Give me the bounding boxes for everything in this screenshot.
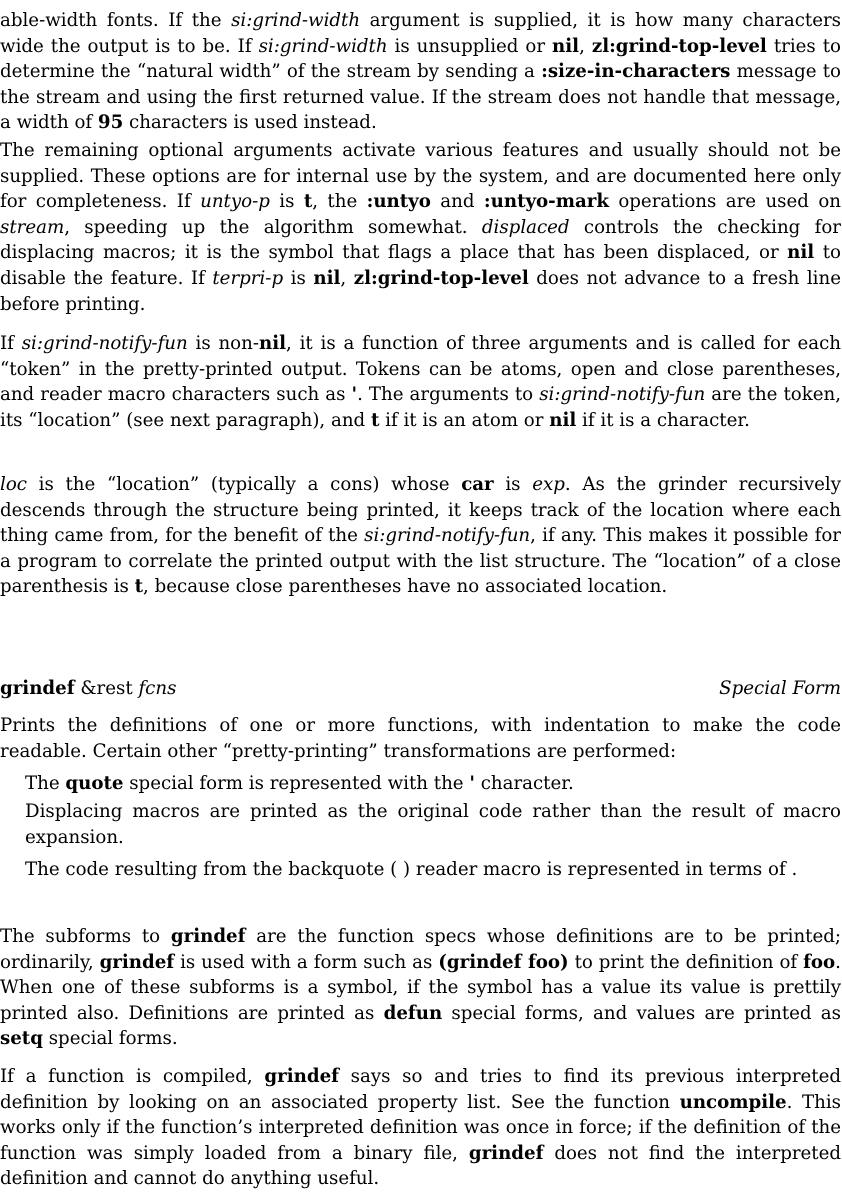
text-run: . As the grinder recursively descends through the structure being printed, it keeps track of the location where each thing came from, for the benefit of the: [0, 474, 841, 547]
definition-name: grindef: [0, 678, 75, 699]
bold-term: t: [303, 191, 313, 213]
bold-term: zl:grind-top-level: [591, 35, 767, 57]
definition-header: [0, 676, 841, 701]
text-run: special form is represented with the: [123, 773, 470, 794]
text-run: The remaining optional arguments activate various features and usually should not be supplied. These options are for internal use by the system, and are documented here only for completeness. If: [0, 140, 841, 213]
bold-term: nil: [552, 35, 580, 57]
text-run: , speeding up the algorithm somewhat.: [64, 216, 482, 238]
text-run: to disable the feature. If: [0, 242, 841, 289]
transformation-item-displacing-macros: [25, 799, 841, 850]
text-run: is: [283, 267, 314, 289]
paragraph-grind-width: [0, 8, 841, 136]
text-run: If: [0, 333, 22, 354]
bold-term: t: [134, 576, 144, 598]
bold-term: nil: [313, 267, 341, 289]
paragraph-notify-fun: [0, 331, 841, 433]
text-run: , the: [312, 191, 367, 213]
bold-term: nil: [259, 333, 287, 354]
italic-term: si:grind-notify-fun: [539, 384, 706, 406]
paragraph-grindef-intro: [0, 713, 841, 764]
text-run: are the function specs whose definitions are to be printed; ordinarily,: [0, 926, 842, 973]
text-run: says so and tries to find its previous interpreted definition by looking on an associated property list. See the function: [0, 1066, 841, 1113]
text-run: and: [430, 191, 484, 213]
text-run: are the token, its “location” (see next paragraph), and: [0, 384, 841, 431]
text-run: , because close parentheses have no associated location.: [143, 576, 668, 598]
text-run: if it is a character.: [576, 409, 750, 431]
bold-term: grindef: [264, 1066, 339, 1087]
italic-term: si:grind-notify-fun: [21, 333, 188, 354]
italic-term: si:grind-notify-fun: [364, 525, 531, 547]
bold-term: :untyo: [366, 191, 431, 213]
text-run: is: [269, 191, 304, 213]
text-run: special forms, and values are printed as: [442, 1002, 841, 1024]
text-run: characters is used instead.: [123, 112, 377, 134]
text-run: is the “location” (typically a cons) whose: [26, 474, 462, 495]
text-run: special forms.: [42, 1028, 178, 1050]
text-run: If a function is compiled,: [0, 1066, 265, 1087]
text-run: is unsupplied or: [387, 35, 553, 57]
paragraph-optional-arguments: [0, 138, 841, 317]
text-run: message to the stream and using the first returned value. If the stream does not handle that message, a width of: [0, 61, 842, 134]
text-run: is non-: [187, 333, 259, 354]
paragraph-compiled: [0, 1064, 841, 1192]
text-run: operations are used on: [608, 191, 841, 213]
definition-keyword: &rest: [80, 678, 133, 699]
bold-term: nil: [787, 242, 815, 264]
transformation-item-quote: [25, 771, 841, 797]
paragraph-subforms: [0, 924, 841, 1052]
italic-term: exp: [532, 474, 565, 495]
text-run: ,: [340, 267, 354, 289]
italic-term: loc: [0, 474, 27, 495]
text-run: to print the definition of: [568, 951, 804, 973]
paragraph-loc: [0, 472, 841, 600]
bold-term: zl:grind-top-level: [353, 267, 529, 289]
text-run: if it is an atom or: [379, 409, 550, 431]
text-run: does not find the interpreted definition and cannot do anything useful.: [0, 1142, 842, 1190]
bold-term: foo: [803, 951, 836, 973]
text-run: tries to determine the “natural width” of the stream by sending a: [0, 35, 841, 83]
text-run: is: [493, 474, 533, 495]
text-run: controls the checking for displacing macros; it is the symbol that flags a place that has been displaced, or: [0, 216, 842, 264]
bold-term: :untyo-mark: [483, 191, 609, 213]
transformation-item-backquote: [25, 857, 841, 883]
bold-term: grindef: [170, 926, 246, 947]
bold-term: grindef: [468, 1142, 544, 1164]
text-run: , it is a function of three arguments and is called for each “token” in the pretty-printed output. Tokens can be atoms, open and close parentheses, and reader macro characters such as: [0, 333, 841, 406]
text-run: Prints the definitions of one or more functions, with indentation to make the code readable. Certain other “pretty-printing” transformations are performed:: [0, 715, 841, 762]
bold-term: grindef: [99, 951, 175, 973]
text-run: The code resulting from the backquote ( ) reader macro is represented in terms of .: [25, 859, 798, 880]
text-run: . When one of these subforms is a symbol, if the symbol has a value its value is prettily printed also. Definitions are printed as: [0, 951, 841, 1024]
text-run: does not advance to a fresh line before printing.: [0, 267, 841, 315]
bold-term: setq: [0, 1028, 43, 1050]
bold-term: nil: [549, 409, 577, 431]
bold-term: ': [469, 773, 475, 794]
bold-term: car: [461, 474, 494, 495]
bold-term: t: [370, 409, 380, 431]
text-run: is used with a form such as: [174, 951, 439, 973]
text-run: able-width fonts. If the: [0, 10, 232, 31]
bold-term: defun: [383, 1002, 443, 1024]
definition-kind: Special Form: [719, 678, 841, 699]
italic-term: untyo-p: [200, 191, 270, 213]
definition-args: fcns: [138, 678, 177, 699]
text-run: ,: [579, 35, 592, 57]
text-run: , if any. This makes it possible for a program to correlate the printed output with the list structure. The “location” of a close parenthesis is: [0, 525, 842, 598]
italic-term: displaced: [481, 216, 570, 238]
bold-term: 95: [97, 112, 124, 134]
bold-term: quote: [65, 773, 124, 794]
text-run: . This works only if the function’s interpreted definition was once in force; if the definition of the function was simply loaded from a binary file,: [0, 1091, 841, 1164]
bold-term: :size-in-characters: [541, 61, 731, 83]
italic-term: stream: [0, 216, 65, 238]
italic-term: si:grind-width: [258, 35, 388, 57]
bold-term: ': [351, 384, 358, 406]
text-run: argument is supplied, it is how many characters wide the output is to be. If: [0, 10, 841, 57]
bold-term: (grindef foo): [438, 951, 569, 973]
text-run: . The arguments to: [357, 384, 540, 406]
bold-term: uncompile: [679, 1091, 787, 1113]
text-run: The: [25, 773, 66, 794]
text-run: character.: [474, 773, 574, 794]
italic-term: terpri-p: [212, 267, 284, 289]
text-run: Displacing macros are printed as the original code rather than the result of macro expansion.: [25, 801, 841, 848]
italic-term: si:grind-width: [231, 10, 361, 31]
text-run: The subforms to: [0, 926, 171, 947]
